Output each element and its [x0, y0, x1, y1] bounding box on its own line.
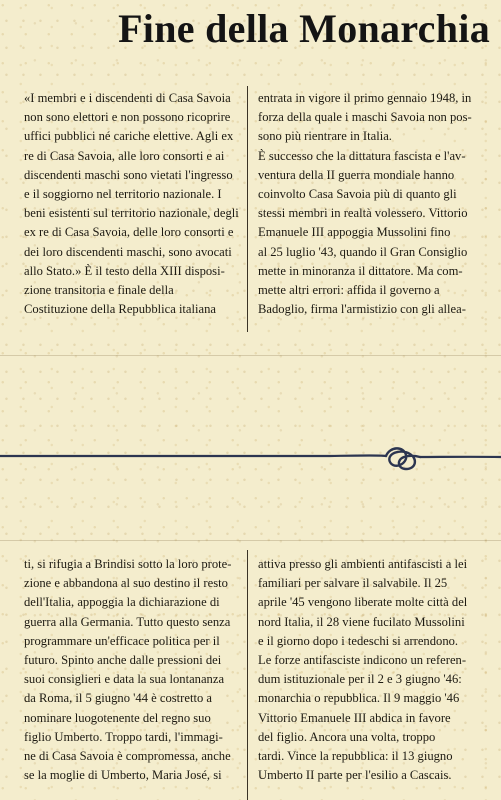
text-line: ventura della II guerra mondiale hanno	[258, 167, 455, 182]
text-line: ex re di Casa Savoia, delle loro consorti e	[24, 225, 234, 240]
text-line: figlio Umberto. Troppo tardi, l'immagi-	[24, 729, 223, 744]
text-line: al 25 luglio '43, quando il Gran Consiglio	[258, 244, 468, 259]
text-line: stessi membri in realtà volessero. Vittorio	[258, 206, 468, 221]
text-line: beni esistenti sul territorio nazionale, degli	[24, 206, 239, 221]
page-title: Fine della Monarchia	[118, 6, 490, 51]
text-line: familiari per salvare il salvabile. Il 25	[258, 576, 448, 591]
text-line: nord Italia, il 28 viene fucilato Mussolini	[258, 614, 465, 629]
text-line: monarchia o repubblica. Il 9 maggio '46	[258, 691, 460, 706]
text-line: del figlio. Ancora una volta, troppo	[258, 729, 436, 744]
string-left	[0, 455, 386, 456]
column-bottom-left	[24, 555, 246, 785]
text-line: dum istituzionale per il 2 e 3 giugno '46:	[258, 672, 462, 687]
text-line: Le forze antifasciste indicono un referen-	[258, 653, 467, 668]
text-line: Badoglio, firma l'armistizio con gli allea-	[258, 302, 466, 317]
text-line: tardi. Vince la repubblica: il 13 giugno	[258, 749, 453, 764]
text-line: mette in minoranza il dittatore. Ma com-	[258, 263, 463, 278]
text-line: re di Casa Savoia, alle loro consorti e ai	[24, 148, 225, 163]
text-line: Emanuele III appoggia Mussolini fino	[258, 225, 451, 240]
text-line: programmare un'efficace politica per il	[24, 633, 220, 648]
text-line: È successo che la dittatura fascista e l'av-	[258, 148, 466, 163]
text-line: da Roma, il 5 giugno '44 è costretto a	[24, 691, 212, 706]
text-line: zione e abbandona al suo destino il resto	[24, 576, 228, 591]
text-line: e il giorno dopo i tedeschi si arrendono.	[258, 633, 459, 648]
text-line: attiva presso gli ambienti antifascisti a lei	[258, 557, 468, 571]
text-line: coinvolto Casa Savoia più di quanto gli	[258, 187, 457, 202]
column-divider-top	[247, 86, 248, 332]
text-line: se la moglie di Umberto, Maria José, si	[24, 768, 222, 783]
text-line: ne di Casa Savoia è compromessa, anche	[24, 749, 231, 764]
text-line: zione transitoria e finale della	[24, 283, 174, 298]
knot-icon	[386, 448, 420, 469]
text-line: ti, si rifugia a Brindisi sotto la loro protе-	[24, 557, 232, 571]
text-line: aprile '45 vengono liberate molte città del	[258, 595, 468, 610]
text-line: uffici pubblici né cariche elettive. Agli ex	[24, 129, 234, 144]
text-line: allo Stato.» È il testo della XIII disposi-	[24, 263, 225, 278]
text-line: forza della quale i maschi Savoia non pos-	[258, 110, 472, 125]
text-line: non sono elettori e non possono ricoprire	[24, 110, 231, 125]
text-line: Costituzione della Repubblica italiana	[24, 302, 216, 317]
text-line: guerra alla Germania. Tutto questo senza	[24, 614, 231, 629]
text-line: Umberto II parte per l'esilio a Cascais.	[258, 768, 452, 783]
text-line: sono più rientrare in Italia.	[258, 129, 392, 144]
column-divider-bottom	[247, 550, 248, 800]
text-line: entrata in vigore il primo gennaio 1948, in	[258, 91, 472, 105]
text-line: discendenti maschi sono vietati l'ingresso	[24, 167, 233, 182]
text-line: e il soggiorno nel territorio nazionale. I	[24, 187, 222, 202]
knotted-string	[0, 440, 501, 480]
text-line: mette altri errori: affida il governo a	[258, 283, 440, 298]
text-line: futuro. Spinto anche dalle pressioni dei	[24, 653, 222, 668]
text-line: suoi consiglieri e data la sua lontananza	[24, 672, 225, 687]
text-line: dei loro discendenti maschi, sono avocati	[24, 244, 232, 259]
text-line: nominare luogotenente del regno suo	[24, 710, 211, 725]
column-top-left	[24, 89, 246, 319]
text-line: Vittorio Emanuele III abdica in favore	[258, 710, 451, 725]
fold-line-bottom	[0, 540, 501, 541]
text-line: «I membri e i discendenti di Casa Savoia	[24, 91, 231, 105]
fold-line-top	[0, 355, 501, 356]
column-top-right	[258, 89, 480, 319]
column-bottom-right	[258, 555, 480, 785]
text-line: dell'Italia, appoggia la dichiarazione di	[24, 595, 220, 610]
